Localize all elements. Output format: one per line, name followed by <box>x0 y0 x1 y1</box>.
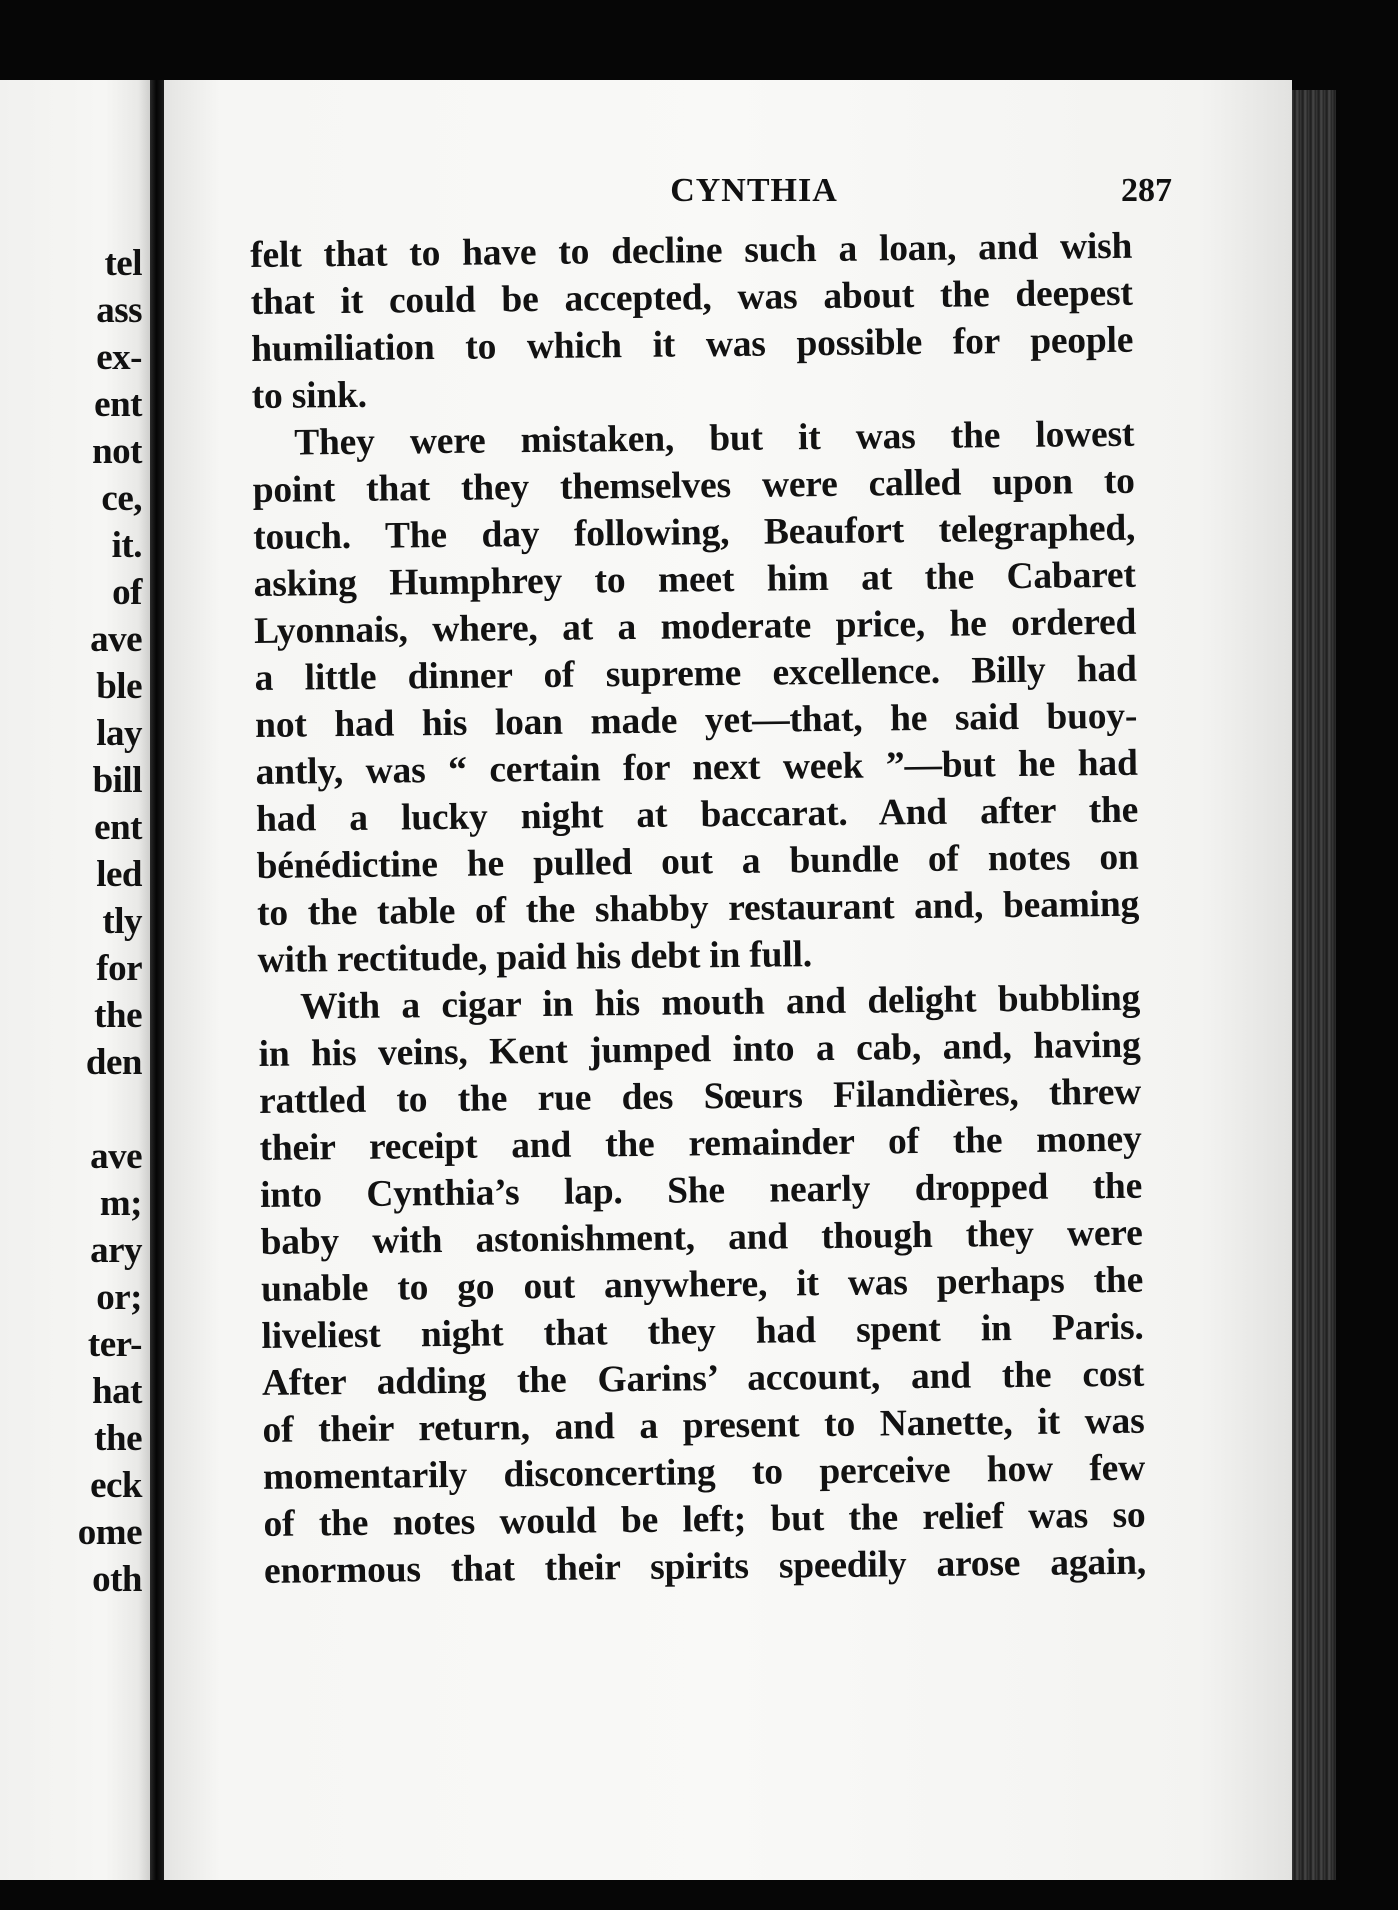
text-line: rattled to the rue des Sœurs Filandières, threw <box>258 1071 1142 1122</box>
left-page-line: not <box>92 431 142 472</box>
text-line: had a lucky night at baccarat. And after the <box>255 789 1139 840</box>
left-page-line: ave <box>90 1136 142 1177</box>
left-page-line: ass <box>96 290 142 331</box>
left-page-line: bill <box>92 760 142 801</box>
left-page-line: it. <box>111 525 142 566</box>
text-line: point that they themselves were called upon to <box>252 460 1135 511</box>
left-page-line: for <box>96 948 142 989</box>
text-line: to the table of the shabby restaurant and, beaming <box>256 883 1140 934</box>
text-line: bénédictine he pulled out a bundle of notes on <box>256 836 1139 887</box>
left-page-text-fragments <box>78 240 142 1603</box>
text-line: liveliest night that they had spent in Paris. <box>261 1306 1144 1357</box>
running-title: CYNTHIA <box>670 172 838 209</box>
left-page-line: the <box>94 1418 142 1459</box>
left-page-line: the <box>94 995 142 1036</box>
left-page-line: ent <box>94 807 142 848</box>
left-page-line: led <box>96 854 142 895</box>
left-page-line: lay <box>96 713 142 754</box>
right-page <box>164 80 1292 1880</box>
text-line: their receipt and the remainder of the money <box>259 1118 1142 1169</box>
text-line: a little dinner of supreme excellence. Billy had <box>254 648 1137 699</box>
left-page-line: oth <box>92 1559 142 1600</box>
text-line: touch. The day following, Beaufort telegraphed, <box>252 507 1136 558</box>
page-header <box>164 172 1292 222</box>
left-page-line: of <box>112 572 142 613</box>
left-page-line: m; <box>99 1183 142 1224</box>
left-page-line: ave <box>90 619 142 660</box>
text-line: of the notes would be left; but the relief was so <box>263 1494 1146 1545</box>
text-line: Lyonnais, where, at a moderate price, he ordered <box>253 601 1137 652</box>
left-page-line: ary <box>90 1230 142 1271</box>
text-line: with rectitude, paid his debt in full. <box>257 934 813 981</box>
left-page-line: ble <box>96 666 142 707</box>
text-line: to sink. <box>251 374 368 417</box>
left-page-line <box>78 1086 142 1133</box>
left-page-line: ter- <box>87 1324 142 1365</box>
text-line: not had his loan made yet—that, he said buoy- <box>254 695 1138 746</box>
left-page-line: ex- <box>96 337 142 378</box>
page-body-text <box>250 223 1146 1595</box>
text-line: momentarily disconcerting to perceive how few <box>262 1447 1146 1498</box>
left-page-line: ome <box>77 1512 142 1553</box>
left-page-line: den <box>85 1042 142 1083</box>
left-page-line: or; <box>96 1277 142 1318</box>
left-page-line: hat <box>92 1371 142 1412</box>
left-facing-page <box>0 80 150 1880</box>
text-line: After adding the Garins’ account, and the cost <box>261 1353 1145 1404</box>
text-line: humiliation to which it was possible for people <box>251 319 1134 370</box>
text-line: baby with astonishment, and though they were <box>260 1212 1143 1263</box>
text-line: antly, was “ certain for next week ”—but he had <box>255 742 1138 793</box>
left-page-line: ent <box>94 384 142 425</box>
text-line: in his veins, Kent jumped into a cab, and, having <box>258 1024 1141 1075</box>
text-line: felt that to have to decline such a loan, and wish <box>250 225 1133 276</box>
left-page-line: tly <box>102 901 142 942</box>
left-page-line: eck <box>90 1465 142 1506</box>
book-page-edges <box>1292 90 1336 1880</box>
text-line: enormous that their spirits speedily arose again, <box>263 1541 1147 1592</box>
text-line: asking Humphrey to meet him at the Cabaret <box>253 554 1136 605</box>
book-gutter <box>150 80 164 1880</box>
left-page-line: ce, <box>101 478 142 519</box>
text-line: They were mistaken, but it was the lowest <box>293 413 1135 464</box>
left-page-line: tel <box>104 243 142 284</box>
text-line: into Cynthia’s lap. She nearly dropped the <box>259 1165 1143 1216</box>
text-line: With a cigar in his mouth and delight bubbling <box>299 977 1141 1028</box>
text-line: that it could be accepted, was about the deepest <box>250 272 1133 323</box>
text-line: of their return, and a present to Nanette, it was <box>262 1400 1145 1451</box>
page-number: 287 <box>1121 172 1172 209</box>
text-line: unable to go out anywhere, it was perhaps the <box>260 1259 1144 1310</box>
